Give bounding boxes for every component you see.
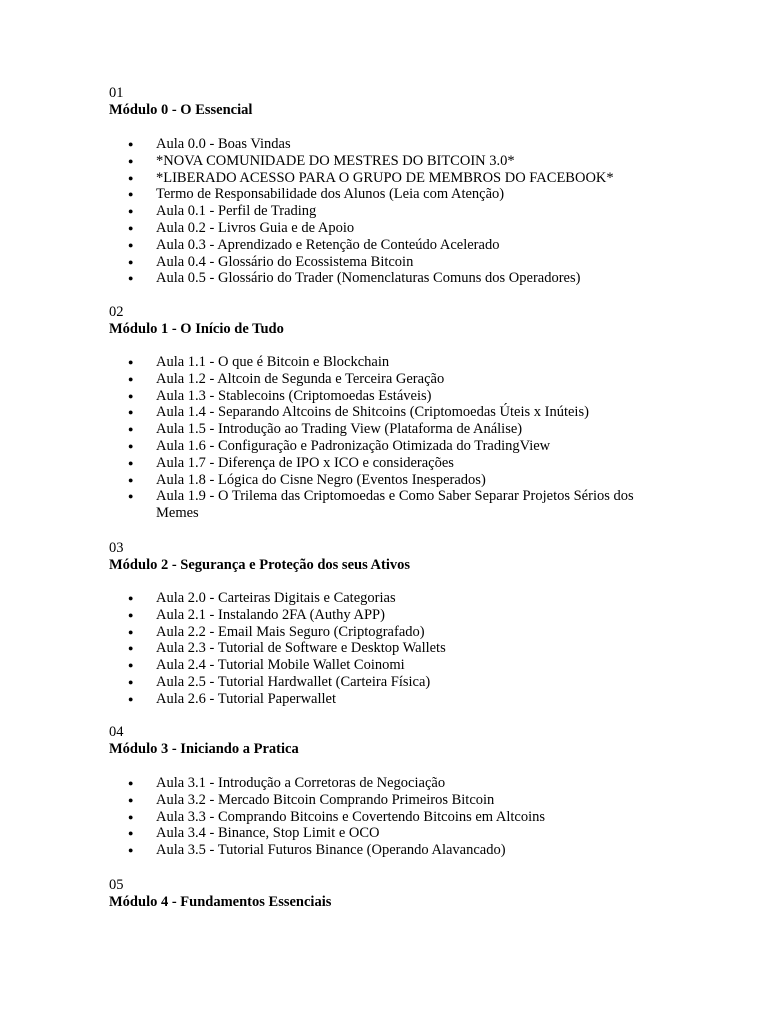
- list-item: [109, 775, 669, 792]
- list-item: [109, 472, 669, 489]
- bullet-icon: ●: [128, 457, 134, 468]
- lesson-label: Aula 2.2 - Email Mais Seguro (Criptografado): [156, 623, 425, 640]
- lesson-label: Aula 3.1 - Introdução a Corretoras de Negociação: [156, 775, 446, 791]
- lesson-label: Aula 3.5 - Tutorial Futuros Binance (Operando Alavancado): [156, 842, 506, 859]
- bullet-icon: ●: [128, 609, 134, 620]
- list-item: [109, 170, 669, 187]
- lesson-label: Aula 0.4 - Glossário do Ecossistema Bitcoin: [156, 253, 414, 270]
- module-number: 04: [109, 724, 124, 740]
- list-item: [109, 488, 656, 522]
- bullet-icon: ●: [128, 794, 134, 805]
- bullet-icon: ●: [128, 693, 134, 704]
- bullet-icon: ●: [128, 643, 134, 654]
- list-item: [109, 220, 669, 237]
- module-title: Módulo 3 - Iniciando a Pratica: [109, 741, 299, 757]
- bullet-icon: ●: [128, 845, 134, 856]
- lesson-list: [109, 136, 669, 287]
- lesson-label: Aula 2.0 - Carteiras Digitais e Categorias: [156, 590, 396, 606]
- list-item: [109, 186, 669, 203]
- lesson-label: Aula 2.3 - Tutorial de Software e Desktop Wallets: [156, 640, 446, 657]
- lesson-label: Aula 3.4 - Binance, Stop Limit e OCO: [156, 825, 380, 842]
- lesson-label: Aula 1.2 - Altcoin de Segunda e Terceira Geração: [156, 370, 445, 387]
- list-item: [109, 371, 669, 388]
- list-item: [109, 270, 669, 287]
- lesson-label: Aula 1.7 - Diferença de IPO x ICO e considerações: [156, 454, 454, 471]
- bullet-icon: ●: [128, 222, 134, 233]
- module-4: [109, 877, 709, 911]
- module-title: Módulo 1 - O Início de Tudo: [109, 321, 284, 337]
- bullet-icon: ●: [128, 273, 134, 284]
- list-item: [109, 792, 669, 809]
- bullet-icon: ●: [128, 373, 134, 384]
- module-number: 02: [109, 304, 124, 320]
- lesson-list: [109, 590, 669, 708]
- list-item: [109, 203, 669, 220]
- module-title: Módulo 0 - O Essencial: [109, 102, 253, 118]
- lesson-label: *NOVA COMUNIDADE DO MESTRES DO BITCOIN 3.0*: [156, 152, 515, 169]
- bullet-icon: ●: [128, 139, 134, 149]
- lesson-label: Aula 1.4 - Separando Altcoins de Shitcoins (Criptomoedas Úteis x Inúteis): [156, 404, 589, 421]
- bullet-icon: ●: [128, 390, 134, 401]
- list-item: [109, 404, 669, 421]
- lesson-label: Aula 2.4 - Tutorial Mobile Wallet Coinomi: [156, 657, 405, 674]
- list-item: [109, 640, 669, 657]
- bullet-icon: ●: [128, 206, 134, 217]
- lesson-label: Aula 0.0 - Boas Vindas: [156, 136, 291, 152]
- bullet-icon: ●: [128, 474, 134, 485]
- bullet-icon: ●: [128, 440, 134, 451]
- bullet-icon: ●: [128, 626, 134, 637]
- lesson-label: Aula 0.1 - Perfil de Trading: [156, 203, 317, 220]
- list-item: [109, 254, 669, 271]
- list-item: [109, 674, 669, 691]
- bullet-icon: ●: [128, 172, 134, 183]
- list-item: [109, 657, 669, 674]
- list-item: [109, 136, 669, 153]
- list-item: [109, 237, 669, 254]
- bullet-icon: ●: [128, 239, 134, 250]
- lesson-label: Aula 3.3 - Comprando Bitcoins e Covertendo Bitcoins em Altcoins: [156, 808, 546, 825]
- list-item: [109, 455, 669, 472]
- lesson-label: Aula 0.2 - Livros Guia e de Apoio: [156, 219, 355, 236]
- list-item: [109, 607, 669, 624]
- bullet-icon: ●: [128, 778, 134, 788]
- list-item: [109, 624, 669, 641]
- module-2: [109, 540, 709, 707]
- lesson-list: [109, 354, 669, 522]
- bullet-icon: ●: [128, 828, 134, 839]
- bullet-icon: ●: [128, 676, 134, 687]
- lesson-label: Aula 2.1 - Instalando 2FA (Authy APP): [156, 606, 385, 623]
- list-item: [109, 825, 669, 842]
- lesson-label: Aula 3.2 - Mercado Bitcoin Comprando Primeiros Bitcoin: [156, 791, 495, 808]
- module-number: 01: [109, 85, 124, 101]
- list-item: [109, 153, 669, 170]
- module-number: 05: [109, 877, 124, 893]
- lesson-label: Aula 1.6 - Configuração e Padronização Otimizada do TradingView: [156, 437, 551, 454]
- lesson-label: Aula 0.5 - Glossário do Trader (Nomenclaturas Comuns dos Operadores): [156, 270, 581, 287]
- bullet-icon: ●: [128, 155, 134, 166]
- bullet-icon: ●: [128, 491, 134, 502]
- bullet-icon: ●: [128, 189, 134, 200]
- module-number: 03: [109, 540, 124, 556]
- list-item: [109, 590, 669, 607]
- list-item: [109, 421, 669, 438]
- list-item: [109, 691, 669, 708]
- bullet-icon: ●: [128, 660, 134, 671]
- lesson-label: Aula 2.6 - Tutorial Paperwallet: [156, 690, 337, 707]
- list-item: [109, 438, 669, 455]
- lesson-label: Aula 0.3 - Aprendizado e Retenção de Conteúdo Acelerado: [156, 236, 500, 253]
- module-0: [109, 85, 709, 287]
- bullet-icon: ●: [128, 593, 134, 603]
- module-1: [109, 304, 709, 522]
- bullet-icon: ●: [128, 811, 134, 822]
- lesson-label: Aula 1.1 - O que é Bitcoin e Blockchain: [156, 354, 390, 370]
- list-item: [109, 842, 669, 859]
- bullet-icon: ●: [128, 407, 134, 418]
- bullet-icon: ●: [128, 256, 134, 267]
- module-3: [109, 724, 709, 859]
- lesson-label: Aula 1.3 - Stablecoins (Criptomoedas Estáveis): [156, 387, 432, 404]
- list-item: [109, 809, 669, 826]
- bullet-icon: ●: [128, 424, 134, 435]
- lesson-label: Aula 1.5 - Introdução ao Trading View (Plataforma de Análise): [156, 421, 523, 438]
- list-item: [109, 354, 669, 371]
- module-title: Módulo 2 - Segurança e Proteção dos seus Ativos: [109, 557, 411, 573]
- lesson-label: Aula 1.9 - O Trilema das Criptomoedas e Como Saber Separar Projetos Sérios dos Memes: [156, 488, 634, 522]
- lesson-list: [109, 775, 669, 859]
- lesson-label: Aula 1.8 - Lógica do Cisne Negro (Eventos Inesperados): [156, 471, 486, 488]
- list-item: [109, 388, 669, 405]
- lesson-label: *LIBERADO ACESSO PARA O GRUPO DE MEMBROS DO FACEBOOK*: [156, 169, 614, 186]
- module-title: Módulo 4 - Fundamentos Essenciais: [109, 894, 332, 910]
- lesson-label: Termo de Responsabilidade dos Alunos (Leia com Atenção): [156, 186, 505, 203]
- lesson-label: Aula 2.5 - Tutorial Hardwallet (Carteira Física): [156, 673, 431, 690]
- bullet-icon: ●: [128, 357, 134, 367]
